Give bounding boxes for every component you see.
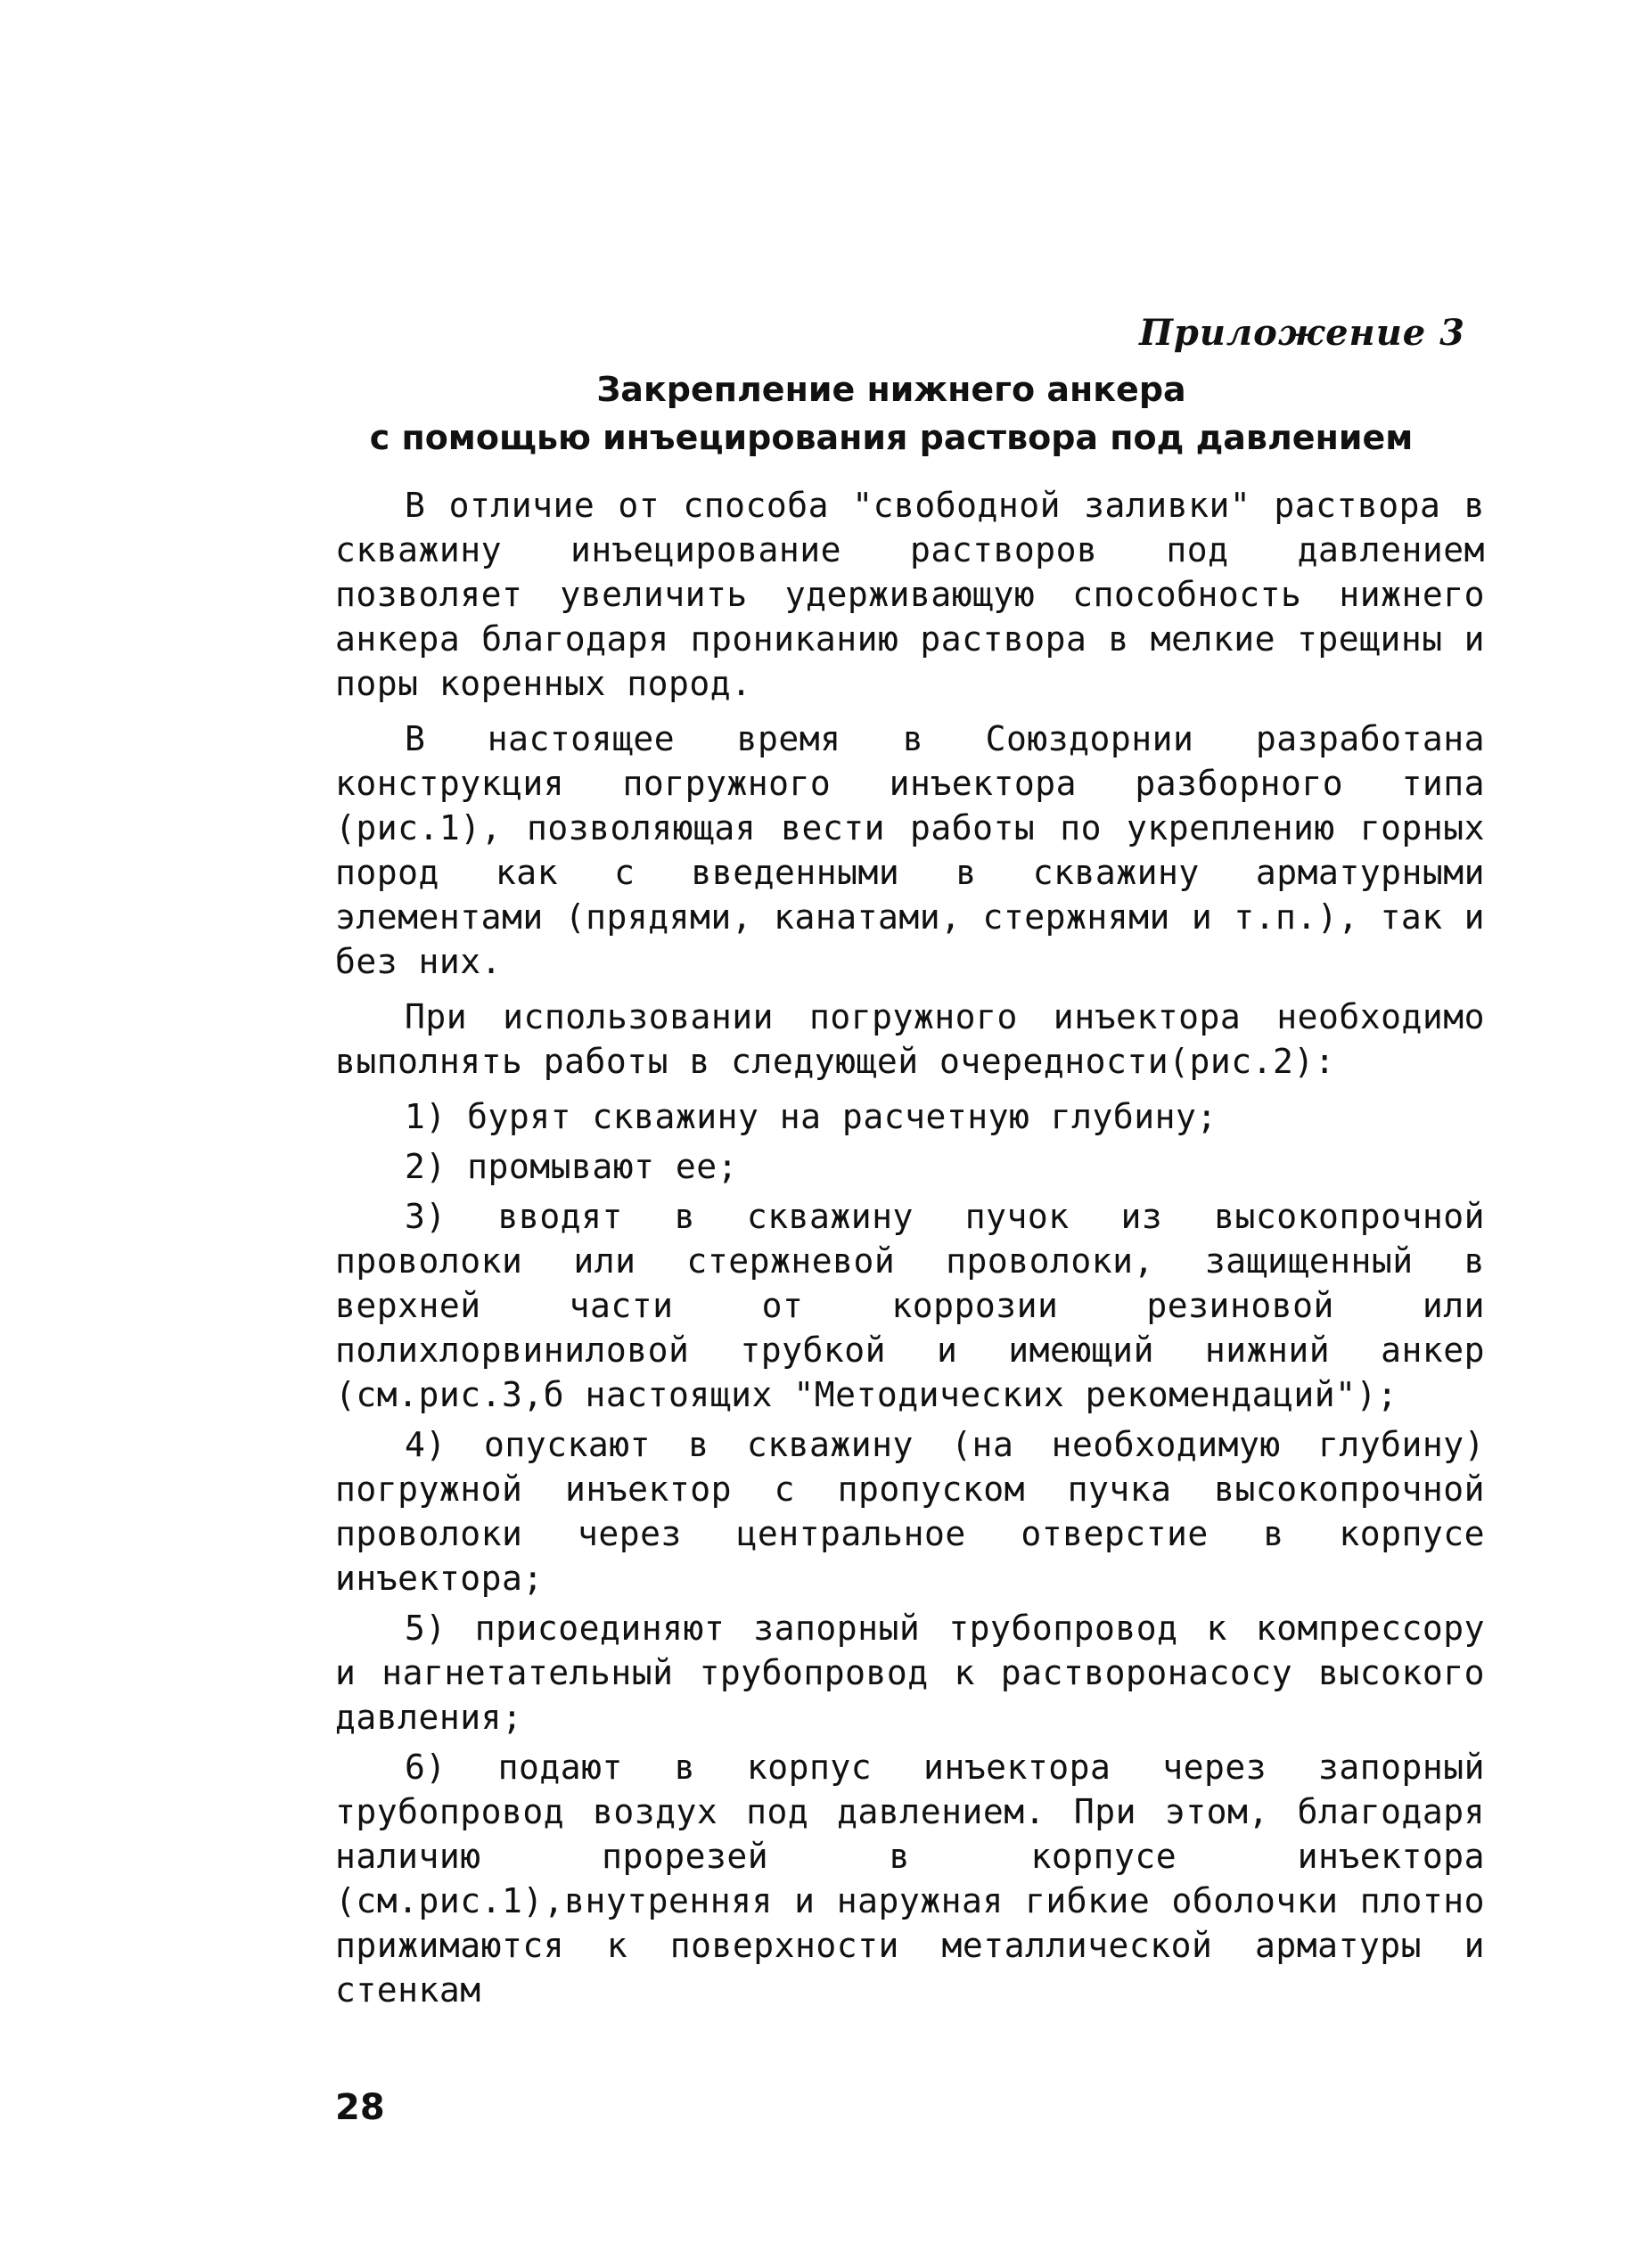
section-title-line-2: с помощью инъецирования раствора под давлением [369, 418, 1414, 457]
page-number: 28 [335, 2087, 385, 2128]
paragraph-intro: В отличие от способа "свободной заливки" раствора в скважину инъецирование растворов под давлением позволяет увеличить удерживающую способность нижнего анкера благодаря прониканию раствора в мелкие трещины и поры коренных пород. [335, 486, 1485, 703]
procedure-step-2: 2) промывают ее; [405, 1147, 739, 1186]
procedure-step-1: 1) бурят скважину на расчетную глубину; [405, 1097, 1218, 1136]
procedure-step-6: 6) подают в корпус инъектора через запорный трубопровод воздух под давлением. При этом, благодаря наличию прорезей в корпусе инъектора (см.рис.1),внутренняя и наружная гибкие оболочки плотно прижимаются к поверхности металлической арматуры и стенкам [335, 1748, 1485, 2010]
appendix-label: Приложение 3 [1139, 312, 1465, 354]
procedure-step-4: 4) опускают в скважину (на необходимую глубину) погружной инъектор с пропуском пучка высокопрочной проволоки через центральное отверстие в корпусе инъектора; [335, 1425, 1485, 1598]
body-text [335, 483, 1485, 2018]
paragraph-procedure-lead: При использовании погружного инъектора необходимо выполнять работы в следующей очередности(рис.2): [335, 997, 1485, 1081]
procedure-step-3: 3) вводят в скважину пучок из высокопрочной проволоки или стержневой проволоки, защищенный в верхней части от коррозии резиновой или полихлорвиниловой трубкой и имеющий нижний анкер (см.рис.3,б настоящих "Методических рекомендаций"); [335, 1197, 1485, 1414]
paragraph-injector-design: В настоящее время в Союздорнии разработана конструкция погружного инъектора разборного типа (рис.1), позволяющая вести работы по укреплению горных пород как с введенными в скважину арматурными элементами (прядями, канатами, стержнями и т.п.), так и без них. [335, 719, 1485, 981]
section-title-line-1: Закрепление нижнего анкера [596, 370, 1186, 409]
section-title [339, 365, 1444, 462]
procedure-step-5: 5) присоединяют запорный трубопровод к компрессору и нагнетательный трубопровод к растворонасосу высокого давления; [335, 1609, 1485, 1737]
